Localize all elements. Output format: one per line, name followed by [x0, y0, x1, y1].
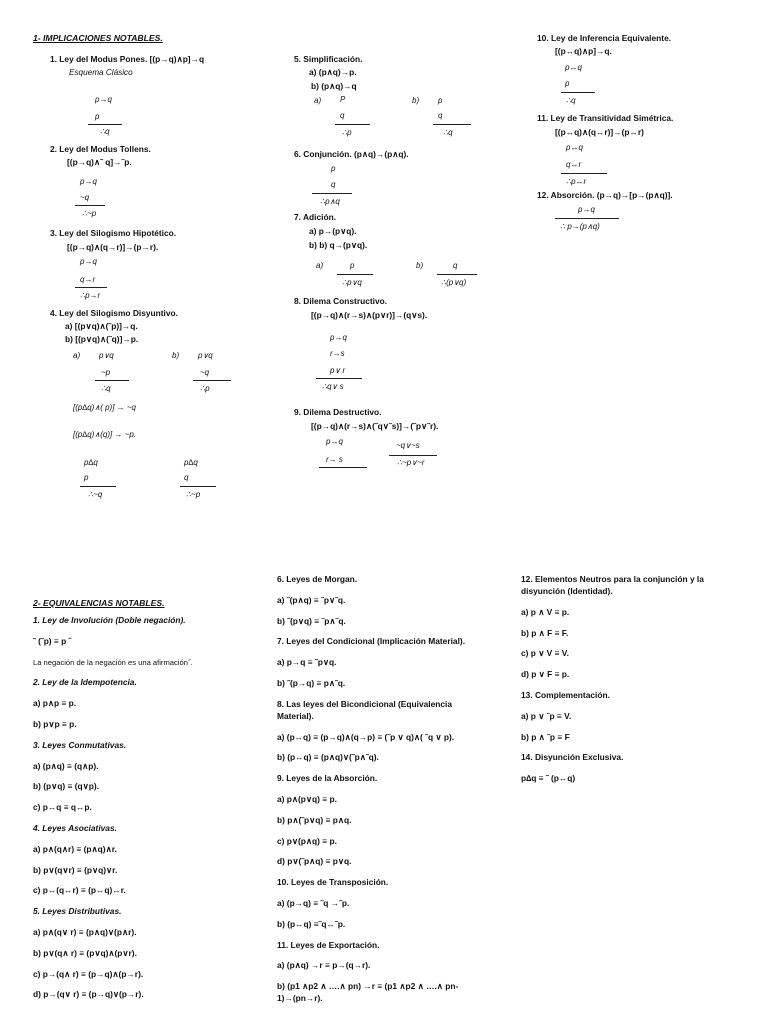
law-title: 9. Dilema Destructivo.: [294, 407, 382, 417]
premise: p→q: [80, 177, 97, 186]
premise: p↔q: [565, 63, 582, 72]
equivalence-line: c) p→(q∧ r) ≡ (p→q)∧(p→r).: [33, 968, 144, 979]
law-title: 8. Dilema Constructivo.: [294, 296, 388, 306]
equivalence-line: d) p ∨ F ≡ p.: [521, 669, 570, 680]
equivalence-line: 3. Leyes Conmutativas.: [33, 739, 127, 750]
equivalence-line: b) p∨(q∨r) ≡ (p∨q)∨r.: [33, 864, 118, 875]
law-title: 1. Ley del Modus Pones. [(p→q)∧p]→q: [50, 54, 205, 64]
premise: p→q: [326, 437, 343, 446]
conclusion: ∴q: [443, 128, 453, 137]
equivalence-line: a) p ∨ ˜p ≡ V.: [521, 710, 572, 721]
equivalence-line: b) p ∧ F ≡ F.: [521, 627, 569, 638]
premise: p: [565, 79, 570, 88]
equivalence-line: a) p→q ≡ ˜p∨q.: [277, 657, 337, 668]
equivalence-line: b) p∨(q∧ r) ≡ (p∨q)∧(p∨r).: [33, 947, 137, 958]
premise: P: [340, 95, 346, 104]
equivalence-line: a) (p↔q) ≡ (p→q)∧(q→p) ≡ (˜p ∨ q)∧( ˜q ∨ p).: [277, 731, 455, 742]
premise: q: [331, 180, 336, 189]
conclusion: ∴q: [566, 96, 576, 105]
inference-line: [555, 218, 619, 219]
premise: p∨q: [198, 351, 213, 360]
equivalence-line: 9. Leyes de la Absorción.: [277, 773, 378, 784]
equivalence-line: b) p ∧ ˜p ≡ F: [521, 731, 570, 742]
inference-line: [561, 173, 607, 174]
premise: ~q: [200, 368, 210, 377]
premise: p∨ r: [330, 366, 346, 375]
inference-line: [80, 486, 116, 487]
inference-line: [319, 467, 367, 468]
equivalence-line: b) ˜(p∨q) ≡ ˜p∧˜q.: [277, 615, 346, 626]
law-formula-a: a) [(p∨q)∧(˜p)]→q.: [65, 321, 138, 331]
option-a-label: a): [314, 96, 322, 105]
conclusion: ∴p∧q: [320, 197, 340, 206]
equivalence-line: 4. Leyes Asociativas.: [33, 823, 117, 833]
inference-line: [561, 92, 595, 93]
equivalence-line: 1. Ley de Involución (Doble negación).: [33, 615, 186, 625]
exclusive-formula-1: [(p∆q)∧( p)] → ~q: [73, 403, 136, 412]
inference-line: [437, 274, 477, 275]
conclusion: ∴q: [100, 127, 110, 136]
law-formula-a: a) p→(p∨q).: [309, 226, 357, 236]
conclusion: ∴~p: [186, 490, 201, 499]
premise: p→q: [95, 95, 112, 104]
law-formula: [(p→q)∧(r→s)∧(p∨r)]→(q∨s).: [311, 310, 428, 320]
equivalence-line: b) p∨p ≡ p.: [33, 719, 77, 729]
equivalence-line: Material).: [277, 710, 314, 721]
conclusion: ∴q: [101, 384, 111, 393]
equivalence-line: 14. Disyunción Exclusiva.: [521, 752, 624, 763]
exclusive-formula-2: [(p∆q)∧(q)] → ~p.: [73, 430, 136, 439]
law-title: 11. Ley de Transitividad Simétrica.: [537, 113, 674, 123]
premise: p: [95, 112, 100, 121]
conclusion: ∴(p∨q): [441, 278, 467, 287]
inference-line: [433, 124, 471, 125]
equivalence-line: a) ˜(p∧q) ≡ ˜p∨˜q.: [277, 594, 346, 605]
law-title: 5. Simplificación.: [294, 54, 363, 64]
option-b-label: b): [412, 96, 420, 105]
equivalence-line: 2. Ley de la Idempotencia.: [33, 677, 137, 688]
option-a-label: a): [316, 261, 324, 270]
premise: p: [84, 473, 89, 482]
law-formula-b: b) [(p∨q)∧(˜q)]→p.: [65, 334, 139, 344]
law-subtitle: Esquema Clásico: [69, 68, 133, 77]
premise: p∆q: [184, 458, 198, 467]
conclusion: ∴p↔r: [566, 177, 587, 186]
law-formula-b: b) b) q→(p∨q).: [309, 240, 368, 250]
equivalence-line: La negación de la negación es una afirmación˝.: [33, 657, 193, 667]
equivalence-line: 11. Leyes de Exportación.: [277, 939, 380, 950]
law-title: 12. Absorción. (p→q)→[p→(p∧q)].: [537, 190, 673, 200]
premise: p↔q: [566, 143, 583, 152]
inference-line: [180, 486, 216, 487]
option-a-label: a): [73, 351, 81, 360]
equivalence-line: 10. Leyes de Transposición.: [277, 877, 389, 888]
premise: p∆q: [84, 458, 98, 467]
inference-line: [312, 193, 352, 194]
conclusion: ∴~p∨~r: [397, 458, 425, 467]
equivalence-line: ˜ (˜p) ≡ p ˝: [33, 635, 72, 646]
inference-line: [389, 455, 437, 456]
equivalence-line: b) (p↔q) ≡˜q↔˜p.: [277, 918, 346, 929]
inference-line: [75, 205, 105, 206]
conclusion: ∴p→r: [80, 291, 101, 300]
premise: ~p: [101, 368, 111, 377]
equivalence-line: b) (p∨q) ≡ (q∨p).: [33, 781, 99, 792]
conclusion: ∴~p: [82, 209, 97, 218]
inference-line: [337, 274, 373, 275]
law-title: 7. Adición.: [294, 212, 337, 222]
premise: p: [350, 261, 355, 270]
equivalence-line: d) p∨(˜p∧q) ≡ p∨q.: [277, 856, 352, 867]
conclusion: ∴q∨ s: [322, 382, 344, 391]
premise: ~q: [80, 193, 90, 202]
equivalence-line: a) p ∧ V ≡ p.: [521, 606, 570, 617]
equivalence-line: a) p∧p ≡ p.: [33, 698, 77, 709]
premise: p∨q: [99, 351, 114, 360]
equivalence-line: a) p∧(p∨q) ≡ p.: [277, 794, 337, 804]
premise: r→s: [330, 349, 345, 358]
conclusion: ∴p: [200, 384, 210, 393]
law-formula: [(p↔q)∧(q↔r)]→(p↔r): [555, 127, 644, 137]
premise: q↔r: [566, 160, 582, 169]
law-title: 6. Conjunción. (p∧q)→(p∧q).: [294, 149, 409, 159]
equivalence-line: 1)→(pn→r).: [277, 993, 323, 1004]
equivalence-line: b) ˜(p→q) ≡ p∧˜q.: [277, 678, 346, 688]
premise: p: [331, 164, 336, 173]
inference-line: [335, 124, 370, 125]
equivalence-line: b) p∧(˜p∨q) ≡ p∧q.: [277, 814, 352, 825]
conclusion: ∴p: [342, 128, 352, 137]
section-title-implicaciones: 1- IMPLICACIONES NOTABLES.: [33, 33, 163, 43]
option-b-label: b): [172, 351, 180, 360]
premise: p→q: [330, 333, 347, 342]
inference-line: [95, 380, 129, 381]
equivalence-line: c) p↔(q↔r) ≡ (p↔q)↔r.: [33, 885, 126, 896]
equivalence-line: a) (p∧q) ≡ (q∧p).: [33, 760, 99, 771]
equivalence-line: p∆q ≡ ˜ (p↔q): [521, 773, 576, 784]
equivalence-line: d) p→(q∨ r) ≡ (p→q)∨(p→r).: [33, 989, 144, 1000]
premise: q: [453, 261, 458, 270]
law-formula: [(p↔q)∧p]→q.: [555, 46, 612, 56]
law-title: 3. Ley del Silogismo Hipotético.: [50, 228, 177, 238]
premise: q: [184, 473, 189, 482]
inference-line: [88, 124, 122, 125]
section-title-equivalencias: 2- EQUIVALENCIAS NOTABLES.: [33, 598, 165, 608]
inference-line: [316, 378, 362, 379]
premise: ~q∨~s: [396, 441, 420, 450]
conclusion: ∴p∨q: [342, 278, 362, 287]
law-formula: [(p→q)∧(r→s)∧(˜q∨˜s)]→(˜p∨˜r).: [311, 421, 439, 431]
equivalence-line: c) p↔q ≡ q↔p.: [33, 802, 92, 813]
premise: p: [438, 96, 443, 105]
law-formula: [(p→q)∧˜ q]→˜p.: [67, 157, 132, 167]
equivalence-line: c) p∨(p∧q) ≡ p.: [277, 835, 337, 846]
equivalence-line: c) p ∨ V ≡ V.: [521, 648, 569, 659]
equivalence-line: 13. Complementación.: [521, 690, 610, 700]
inference-line: [193, 380, 231, 381]
law-formula: [(p→q)∧(q→r)]→(p→r).: [67, 242, 159, 252]
equivalence-line: a) p∧(q∨ r) ≡ (p∧q)∨(p∧r).: [33, 927, 137, 937]
equivalence-line: 6. Leyes de Morgan.: [277, 574, 358, 584]
law-title: 10. Ley de Inferencia Equivalente.: [537, 33, 672, 43]
equivalence-line: a) (p→q) ≡ ˜q →˜p.: [277, 898, 350, 908]
option-b-label: b): [416, 261, 424, 270]
equivalence-line: a) (p∧q) →r ≡ p→(q→r).: [277, 960, 371, 971]
equivalence-line: 8. Las leyes del Bicondicional (Equivalencia: [277, 698, 453, 709]
conclusion: ∴~q: [88, 490, 103, 499]
premise: r→ s: [326, 455, 343, 464]
law-title: 2. Ley del Modus Tollens.: [50, 144, 151, 154]
law-formula-b: b) (p∧q)→q: [311, 81, 357, 91]
inference-line: [75, 287, 107, 288]
equivalence-line: b) (p1 ∧p2 ∧ ….∧ pn) →r ≡ (p1 ∧p2 ∧ ….∧ pn-: [277, 981, 459, 992]
equivalence-line: 5. Leyes Distributivas.: [33, 906, 122, 917]
equivalence-line: b) (p↔q) ≡ (p∧q)∨(˜p∧˜q).: [277, 752, 379, 763]
premise: p→q: [80, 257, 97, 266]
premise: q: [438, 111, 443, 120]
equivalence-line: 12. Elementos Neutros para la conjunción y la: [521, 574, 704, 584]
conclusion: ∴ p→(p∧q): [560, 222, 600, 231]
premise: p→q: [578, 205, 595, 214]
premise: q: [340, 111, 345, 120]
law-title: 4. Ley del Silogismo Disyuntivo.: [50, 308, 178, 318]
premise: q→r: [80, 275, 96, 284]
law-formula-a: a) (p∧q)→p.: [309, 67, 357, 77]
equivalence-line: disyunción (Identidad).: [521, 586, 613, 596]
equivalence-line: a) p∧(q∧r) ≡ (p∧q)∧r.: [33, 843, 117, 854]
equivalence-line: 7. Leyes del Condicional (Implicación Material).: [277, 636, 466, 647]
